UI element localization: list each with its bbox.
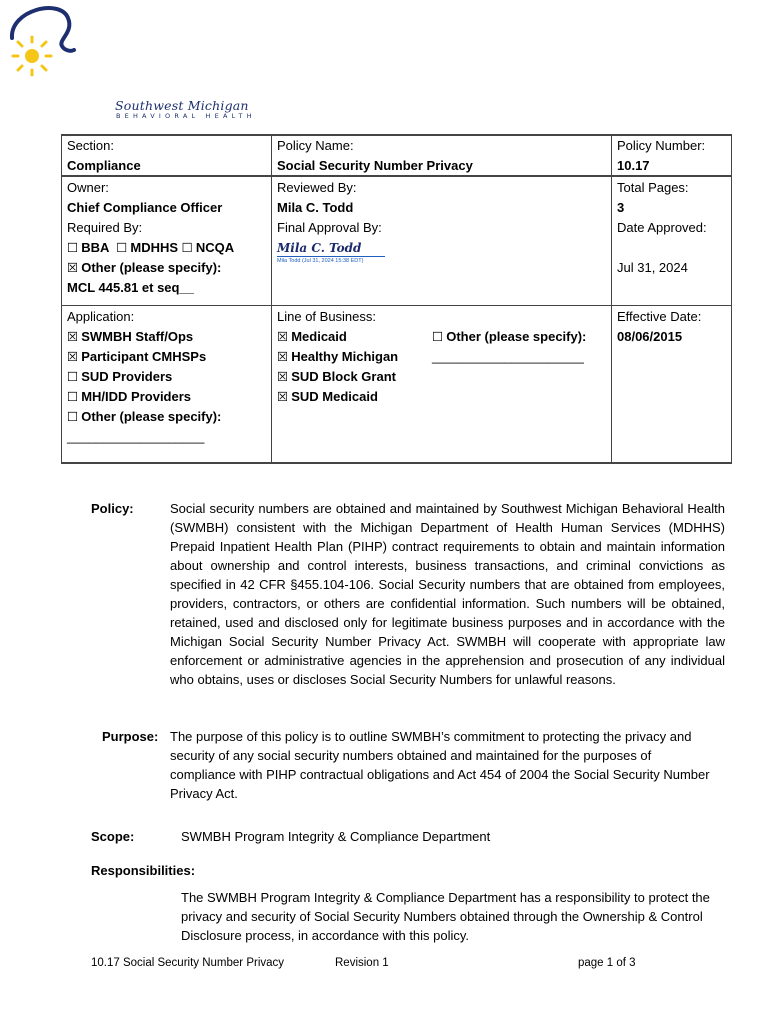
sun-icon [13,37,51,75]
section-value: Compliance [67,158,141,173]
responsibilities-heading: Responsibilities: [91,863,196,878]
reviewed-by-label: Reviewed By: [277,180,357,195]
lob-other-blank[interactable]: _____________________ [432,349,584,364]
lob-other-label: Other (please specify): [446,329,587,344]
section-label: Section: [67,138,114,153]
app-checkbox[interactable]: ☐ [67,369,79,384]
lob-item [277,347,421,367]
lob-item [277,387,421,407]
mdhhs-checkbox[interactable]: ☐ [116,240,128,255]
mdhhs-label: MDHHS [130,240,179,255]
bba-label: BBA [81,240,109,255]
ncqa-checkbox[interactable]: ☐ [181,240,193,255]
owner-label: Owner: [67,180,109,195]
policy-number-value: 10.17 [617,158,650,173]
effective-date-label: Effective Date: [617,309,702,324]
app-item [67,407,271,427]
app-item-label: Other (please specify): [81,409,222,424]
required-by-label: Required By: [67,220,143,235]
policy-name-value: Social Security Number Privacy [277,158,473,173]
scope-heading: Scope: [91,829,135,844]
owner-value: Chief Compliance Officer [67,200,223,215]
bba-checkbox[interactable]: ☐ [67,240,79,255]
total-pages-label: Total Pages: [617,180,689,195]
lob-other-item [432,327,611,347]
required-other-checkbox[interactable]: ☒ [67,260,79,275]
organization-logo [0,0,200,80]
required-by-other-row [67,258,271,278]
lob-checkbox[interactable]: ☒ [277,389,289,404]
app-other-blank[interactable]: ___________________ [67,429,205,444]
total-pages-value: 3 [617,200,625,215]
lob-checkbox[interactable]: ☒ [277,369,289,384]
line-of-business-label: Line of Business: [277,309,377,324]
scope-text: SWMBH Program Integrity & Compliance Department [181,829,491,844]
logo-name: Southwest Michigan [115,98,249,113]
app-item-label: SUD Providers [81,369,173,384]
lob-item-label: SUD Medicaid [291,389,378,404]
purpose-heading: Purpose: [102,729,159,744]
footer-doc-title: 10.17 Social Security Number Privacy [91,957,285,969]
application-label: Application: [67,309,135,324]
policy-heading: Policy: [91,501,134,516]
footer-revision: Revision 1 [335,957,389,969]
signature: Mila C. Todd [277,241,362,255]
app-checkbox[interactable]: ☒ [67,349,79,364]
required-other-label: Other (please specify): [81,260,222,275]
app-item-label: MH/IDD Providers [81,389,192,404]
policy-number-label: Policy Number: [617,138,706,153]
app-item [67,367,271,387]
app-checkbox[interactable]: ☐ [67,409,79,424]
signature-stamp: Mila Todd (Jul 31, 2024 15:38 EDT) [277,258,364,264]
policy-header-table [61,134,732,464]
date-approved-value: Jul 31, 2024 [617,260,688,275]
app-checkbox[interactable]: ☒ [67,329,79,344]
lob-checkbox[interactable]: ☒ [277,329,289,344]
reviewed-by-value: Mila C. Todd [277,200,354,215]
policy-name-label: Policy Name: [277,138,354,153]
app-item-label: SWMBH Staff/Ops [81,329,194,344]
ncqa-label: NCQA [195,240,235,255]
app-item [67,327,271,347]
lob-item-label: Medicaid [291,329,347,344]
lob-item [277,367,421,387]
app-checkbox[interactable]: ☐ [67,389,79,404]
final-approval-label: Final Approval By: [277,220,382,235]
lob-item [277,327,421,347]
logo-subtitle: BEHAVIORAL HEALTH [116,112,256,120]
app-item [67,347,271,367]
lob-checkbox[interactable]: ☒ [277,349,289,364]
responsibilities-text: The SWMBH Program Integrity & Compliance Department has a responsibility to protect the privacy and security of Social Security Numbers obtained through the Ownership & Control Disclosure process, in accordance with this policy. [181,890,710,943]
lob-item-label: Healthy Michigan [291,349,399,364]
app-item [67,387,271,407]
app-item-label: Participant CMHSPs [81,349,207,364]
policy-text: Social security numbers are obtained and maintained by Southwest Michigan Behavioral Health (SWMBH) consistent with the Michigan Department of Health Human Services (MDHHS) Prepaid Inpatient Health Plan (PIHP) contract requirements to obtain and maintain information about ownership and control interests, business transactions, and criminal convictions as specified in 42 CFR §455.104-106. Social Security numbers that are obtained from employees, providers, contractors, or others are confidential information. Such numbers will be obtained, retained, used and disclosed only for legitimate business purposes and in accordance with the Michigan Social Security Number Privacy Act. SWMBH will cooperate with appropriate law enforcement or administrative agencies in the apprehension and prosecution of any individual who obtains, uses or discloses Social Security Numbers for unlawful reasons. [170,501,725,687]
purpose-text: The purpose of this policy is to outline SWMBH’s commitment to protecting the privacy and security of any social security numbers obtained and maintained for the purposes of compliance with PIHP contractual obligations and Act 454 of 2004 the Social Security Number Privacy Act. [170,729,710,801]
required-other-value: MCL 445.81 et seq__ [67,280,194,295]
lob-other-checkbox[interactable]: ☐ [432,329,444,344]
date-approved-label: Date Approved: [617,220,707,235]
required-by-row-1 [67,238,271,258]
effective-date-value: 08/06/2015 [617,329,683,344]
footer-page-number: page 1 of 3 [578,957,636,969]
lob-item-label: SUD Block Grant [291,369,396,384]
